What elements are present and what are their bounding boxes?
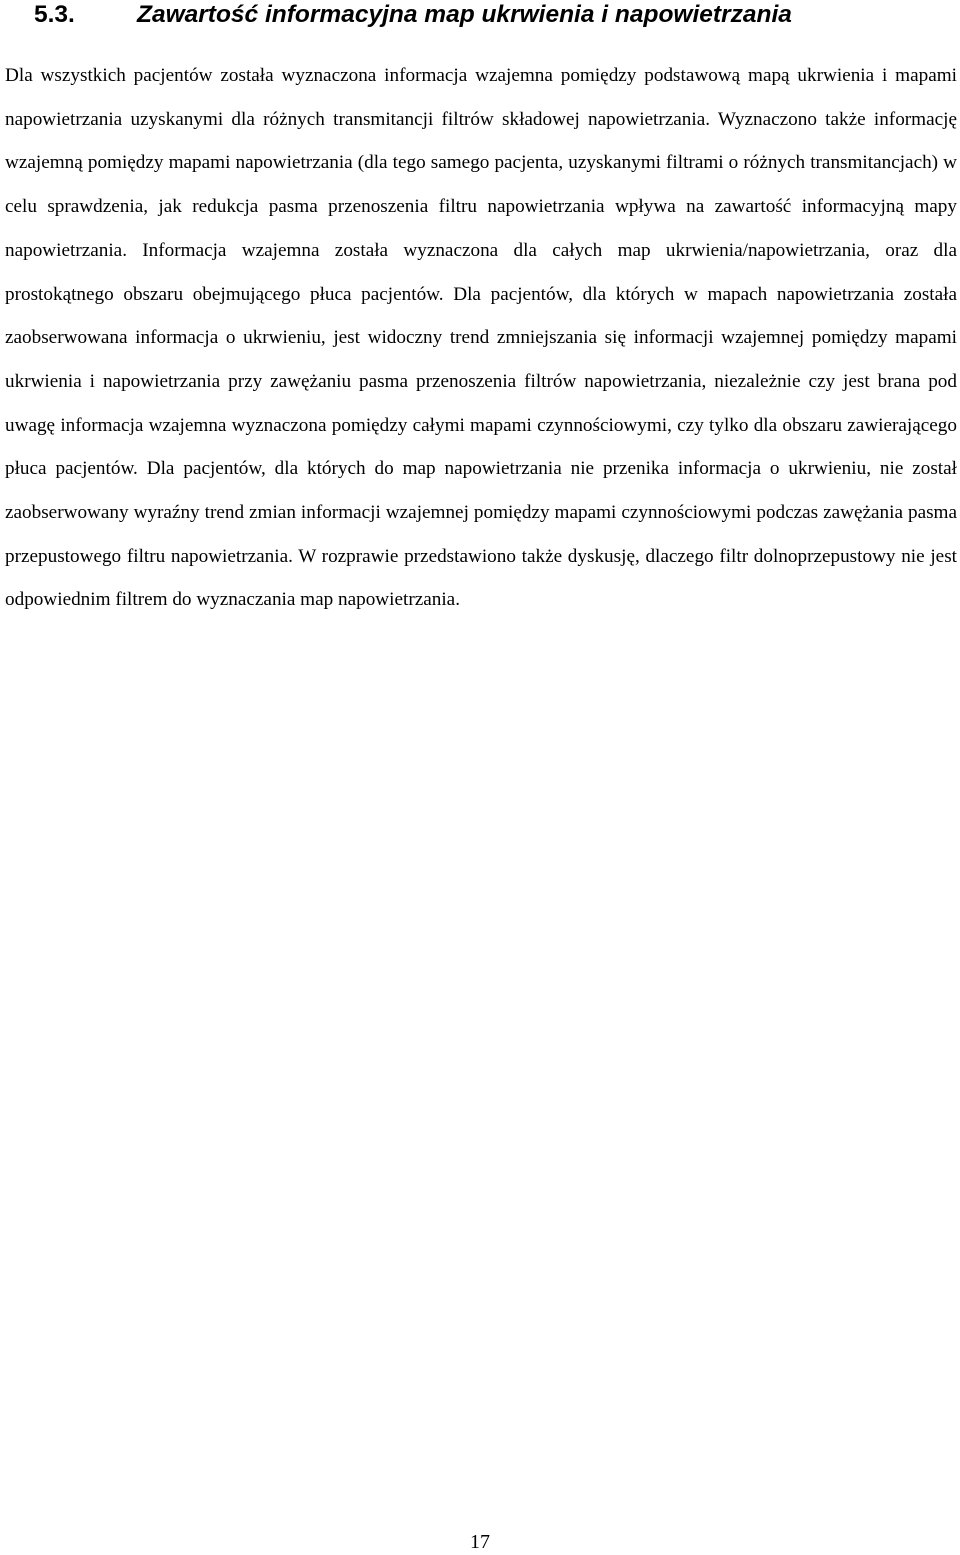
section-number: 5.3. [34,1,75,28]
section-heading [34,0,792,30]
body-paragraph: Dla wszystkich pacjentów została wyznaczona informacja wzajemna pomiędzy podstawową mapą ukrwienia i mapami napowietrzania uzyskanymi dla różnych transmitancji filtrów składowej napowietrzania. Wyznaczono także informację wzajemną pomiędzy mapami napowietrzania (dla tego samego pacjenta, uzyskanymi filtrami o różnych transmitancjach) w celu sprawdzenia, jak redukcja pasma przenoszenia filtru napowietrzania wpływa na zawartość informacyjną mapy napowietrzania. Informacja wzajemna została wyznaczona dla całych map ukrwienia/napowietrzania, oraz dla prostokątnego obszaru obejmującego płuca pacjentów. Dla pacjentów, dla których w mapach napowietrzania została zaobserwowana informacja o ukrwieniu, jest widoczny trend zmniejszania się informacji wzajemnej pomiędzy mapami ukrwienia i napowietrzania przy zawężaniu pasma przenoszenia filtrów napowietrzania, niezależnie czy jest brana pod uwagę informacja wzajemna wyznaczona pomiędzy całymi mapami czynnościowymi, czy tylko dla obszaru zawierającego płuca pacjentów. Dla pacjentów, dla których do map napowietrzania nie przenika informacja o ukrwieniu, nie został zaobserwowany wyraźny trend zmian informacji wzajemnej pomiędzy mapami czynnościowymi podczas zawężania pasma przepustowego filtru napowietrzania. W rozprawie przedstawiono także dyskusję, dlaczego filtr dolnoprzepustowy nie jest odpowiednim filtrem do wyznaczania map napowietrzania. [5,65,957,611]
section-title: Zawartość informacyjna map ukrwienia i napowietrzania [137,1,792,28]
page-number: 17 [470,1531,490,1553]
